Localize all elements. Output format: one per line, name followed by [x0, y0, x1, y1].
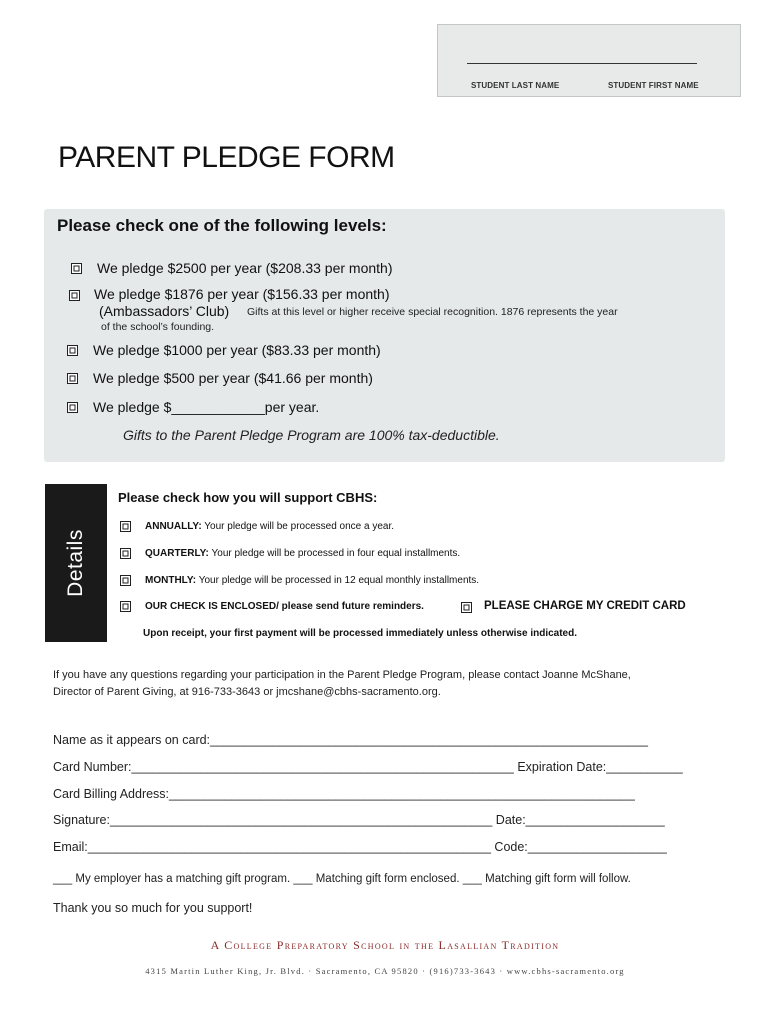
billing-address-field[interactable]: Card Billing Address:___________________________________________________________________: [53, 787, 635, 801]
page-title: PARENT PLEDGE FORM: [58, 141, 395, 174]
matching-gift-line[interactable]: ___ My employer has a matching gift program. ___ Matching gift form enclosed. ___ Matching gift form will follow.: [53, 873, 631, 885]
student-first-name-label: STUDENT FIRST NAME: [608, 81, 699, 90]
student-last-name-label: STUDENT LAST NAME: [471, 81, 560, 90]
school-tagline: A College Preparatory School in the Lasallian Tradition: [210, 938, 560, 952]
contact-line-2: Director of Parent Giving, at 916-733-3643 or jmcshane@cbhs-sacramento.org.: [53, 686, 441, 698]
signature-field[interactable]: Signature:_______________________________________________________ Date:____________________: [53, 813, 665, 827]
monthly-option: MONTHLY: Your pledge will be processed in 12 equal monthly installments.: [145, 575, 480, 586]
level-custom-label: We pledge $____________per year.: [93, 399, 320, 415]
level-1000-label: We pledge $1000 per year ($83.33 per month): [93, 342, 381, 358]
tax-deductible-note: Gifts to the Parent Pledge Program are 100% tax-deductible.: [123, 427, 500, 443]
contact-line-1: If you have any questions regarding your participation in the Parent Pledge Program, please contact Joanne McShane,: [53, 669, 631, 681]
card-number-field[interactable]: Card Number:_______________________________________________________ Expiration Date:___________: [53, 760, 683, 774]
annually-option: ANNUALLY: Your pledge will be processed once a year.: [145, 521, 395, 532]
details-tab-label: Details: [64, 529, 87, 597]
check-enclosed-option: OUR CHECK IS ENCLOSED/ please send future reminders.: [145, 601, 424, 612]
quarterly-checkbox[interactable]: [120, 548, 131, 559]
annually-checkbox[interactable]: [120, 521, 131, 532]
credit-card-option: PLEASE CHARGE MY CREDIT CARD: [484, 600, 686, 612]
ambassadors-club-label: (Ambassadors’ Club): [99, 303, 230, 319]
level-1876-label: We pledge $1876 per year ($156.33 per month): [94, 286, 390, 302]
level-custom-checkbox[interactable]: [67, 402, 78, 413]
levels-heading: Please check one of the following levels:: [57, 216, 387, 235]
student-name-line[interactable]: [467, 63, 697, 64]
level-2500-label: We pledge $2500 per year ($208.33 per month): [97, 260, 393, 276]
credit-card-checkbox[interactable]: [461, 602, 472, 613]
ambassadors-note-line2: of the school’s founding.: [101, 321, 215, 333]
level-1000-checkbox[interactable]: [67, 345, 78, 356]
receipt-note: Upon receipt, your first payment will be processed immediately unless otherwise indicated.: [143, 628, 578, 639]
monthly-checkbox[interactable]: [120, 575, 131, 586]
check-enclosed-checkbox[interactable]: [120, 601, 131, 612]
level-500-checkbox[interactable]: [67, 373, 78, 384]
thank-you-note: Thank you so much for you support!: [53, 901, 253, 915]
quarterly-option: QUARTERLY: Your pledge will be processed in four equal installments.: [145, 548, 461, 559]
levels-panel: [44, 209, 725, 462]
name-on-card-field[interactable]: Name as it appears on card:_______________________________________________________________: [53, 733, 648, 747]
ambassadors-note: Gifts at this level or higher receive special recognition. 1876 represents the year: [247, 306, 618, 318]
support-heading: Please check how you will support CBHS:: [118, 490, 378, 505]
level-2500-checkbox[interactable]: [71, 263, 82, 274]
level-500-label: We pledge $500 per year ($41.66 per month): [93, 370, 373, 386]
level-1876-checkbox[interactable]: [69, 290, 80, 301]
email-field[interactable]: Email:__________________________________________________________ Code:____________________: [53, 840, 667, 854]
school-address: 4315 Martin Luther King, Jr. Blvd. · Sacramento, CA 95820 · (916)733-3643 · www.cbhs-sacramento.org: [145, 966, 625, 976]
